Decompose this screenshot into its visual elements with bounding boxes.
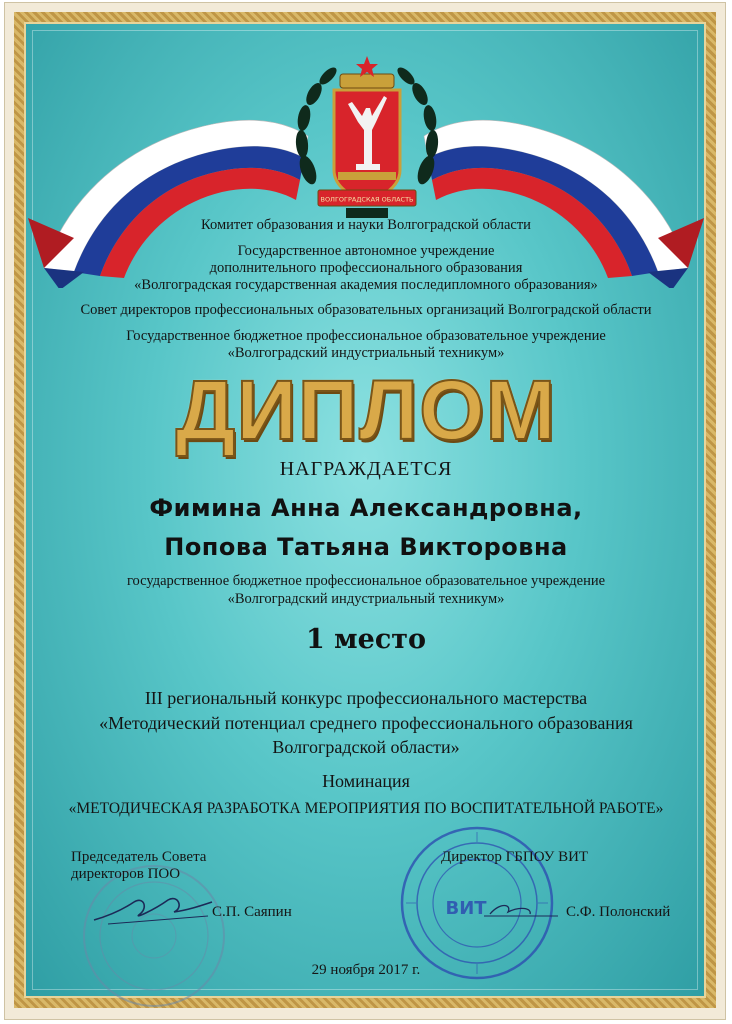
nomination-label: Номинация: [322, 771, 410, 791]
org-council: Совет директоров профессиональных образовательных организаций Волгоградской области: [80, 302, 652, 318]
diploma-title: ДИПЛОМ: [175, 363, 557, 457]
right-signer-title: Директор ГБПОУ ВИТ: [441, 849, 589, 865]
org-committee: Комитет образования и науки Волгоградской области: [201, 217, 531, 233]
left-signer-title-line1: Председатель Совета: [71, 849, 207, 865]
volgograd-coat-of-arms-icon: [294, 52, 440, 225]
emblem-banner-text: ВОЛГОГРАДСКАЯ ОБЛАСТЬ: [320, 195, 414, 204]
org-technikum-line1: Государственное бюджетное профессиональное образовательное учреждение: [126, 328, 606, 344]
contest-line1: III региональный конкурс профессионального мастерства: [144, 688, 588, 708]
recipient-org-line2: «Волгоградский индустриальный техникум»: [227, 591, 505, 607]
right-signature-icon: [482, 896, 562, 922]
org-academy-line2: дополнительного профессионального образования: [209, 260, 523, 276]
recipient-name-1: Фимина Анна Александровна,: [149, 494, 583, 522]
left-signature-icon: [88, 880, 218, 930]
org-academy-line1: Государственное автономное учреждение: [237, 243, 495, 259]
contest-line3: Волгоградской области»: [272, 737, 460, 757]
left-signer-title-line2: директоров ПОО: [71, 866, 181, 882]
contest-line2: «Методический потенциал среднего профессионального образования: [99, 713, 633, 733]
nomination-title: «МЕТОДИЧЕСКАЯ РАЗРАБОТКА МЕРОПРИЯТИЯ ПО ВОСПИТАТЕЛЬНОЙ РАБОТЕ»: [68, 800, 664, 817]
org-technikum-line2: «Волгоградский индустриальный техникум»: [227, 345, 505, 361]
left-signer-name: С.П. Саяпин: [212, 904, 292, 920]
awarded-label: НАГРАЖДАЕТСЯ: [279, 458, 453, 480]
place-award: 1 место: [306, 624, 426, 655]
stamp-logo-text: ВИТ: [445, 898, 487, 919]
right-signer-name: С.Ф. Полонский: [566, 904, 671, 920]
issue-date: 29 ноября 2017 г.: [311, 962, 421, 978]
recipient-org-line1: государственное бюджетное профессиональное образовательное учреждение: [126, 573, 606, 589]
recipient-name-2: Попова Татьяна Викторовна: [164, 533, 568, 561]
org-academy-line3: «Волгоградская государственная академия последипломного образования»: [134, 277, 598, 293]
